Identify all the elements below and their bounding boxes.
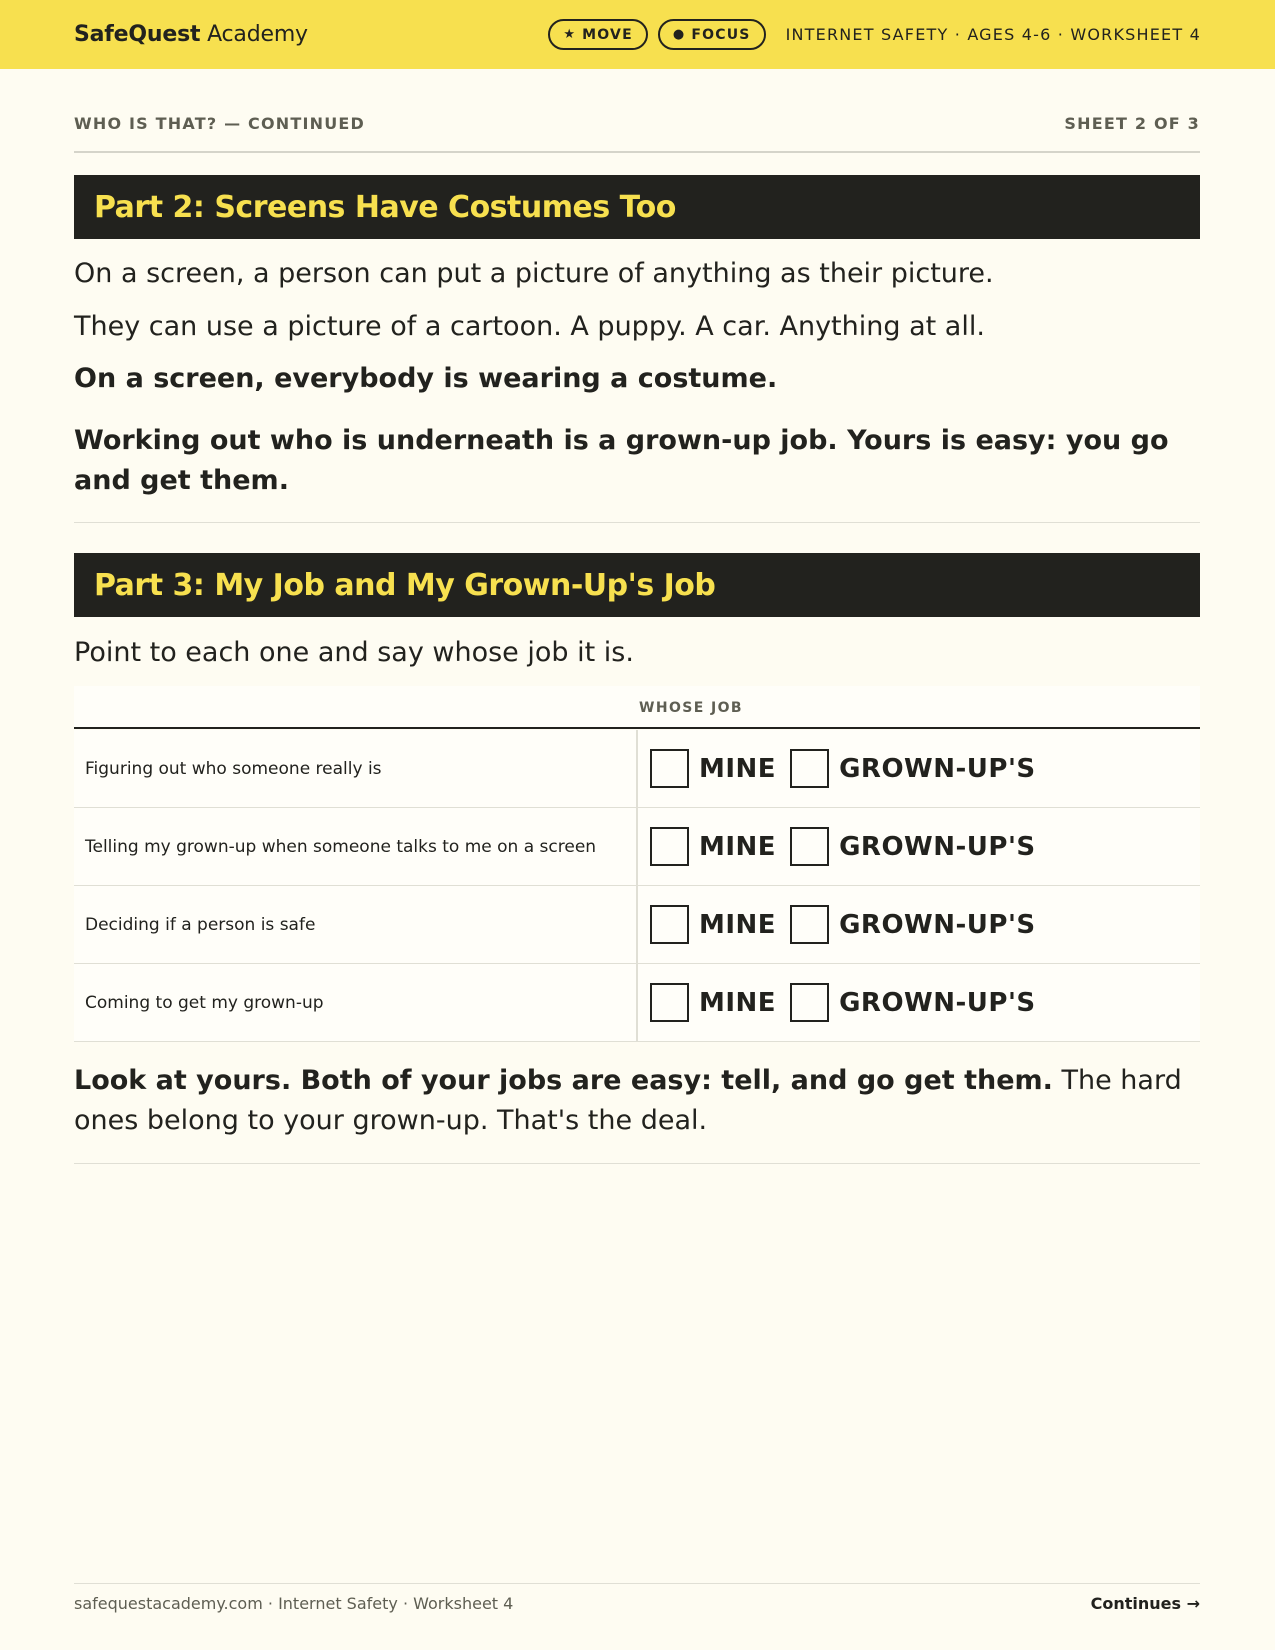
- grownup-label: GROWN-UP'S: [839, 831, 1036, 862]
- task-label: Coming to get my grown-up: [74, 964, 638, 1041]
- sheet-number: SHEET 2 OF 3: [1064, 114, 1200, 133]
- table-row: [74, 730, 1200, 808]
- focus-pill: [658, 19, 766, 50]
- mine-checkbox[interactable]: [650, 983, 689, 1022]
- task-label: Deciding if a person is safe: [74, 886, 638, 963]
- mine-checkbox[interactable]: [650, 749, 689, 788]
- footer-site-info: safequestacademy.com · Internet Safety · Worksheet 4: [74, 1594, 514, 1613]
- part2-divider: [74, 522, 1200, 523]
- table-row: [74, 964, 1200, 1042]
- part2-paragraph-1: On a screen, a person can put a picture of anything as their picture.: [74, 258, 994, 289]
- mine-label: MINE: [699, 753, 777, 784]
- job-table-header: [74, 686, 1200, 729]
- subheader-divider: [74, 151, 1200, 153]
- task-label: Telling my grown-up when someone talks to me on a screen: [74, 808, 638, 885]
- part2-paragraph-2: They can use a picture of a cartoon. A puppy. A car. Anything at all.: [74, 311, 985, 342]
- table-row: [74, 808, 1200, 886]
- choice-cell: [640, 886, 1036, 963]
- grownup-label: GROWN-UP'S: [839, 987, 1036, 1018]
- choice-cell: [640, 808, 1036, 885]
- mine-label: MINE: [699, 831, 777, 862]
- part3-closing: [74, 1061, 1200, 1141]
- part2-paragraph-4: Working out who is underneath is a grown-up job. Yours is easy: you go and get them.: [74, 425, 1169, 496]
- brand-name-bold: SafeQuest: [74, 22, 201, 47]
- mine-label: MINE: [699, 909, 777, 940]
- mine-checkbox[interactable]: [650, 827, 689, 866]
- grownup-checkbox[interactable]: [790, 749, 829, 788]
- grownup-label: GROWN-UP'S: [839, 753, 1036, 784]
- mine-checkbox[interactable]: [650, 905, 689, 944]
- header-meta: [548, 19, 1201, 50]
- page-footer: [74, 1594, 1200, 1613]
- task-label: Figuring out who someone really is: [74, 730, 638, 807]
- focus-pill-label: FOCUS: [691, 26, 751, 43]
- part3-title: Part 3: My Job and My Grown-Up's Job: [74, 553, 1200, 617]
- move-pill-label: MOVE: [582, 26, 633, 43]
- subheader: [74, 114, 1200, 133]
- mine-label: MINE: [699, 987, 777, 1018]
- table-row: [74, 886, 1200, 964]
- choice-cell: [640, 730, 1036, 807]
- part2-title: Part 2: Screens Have Costumes Too: [74, 175, 1200, 239]
- grownup-label: GROWN-UP'S: [839, 909, 1036, 940]
- part3-instruction: Point to each one and say whose job it is.: [74, 637, 634, 668]
- breadcrumb: INTERNET SAFETY · AGES 4-6 · WORKSHEET 4: [785, 25, 1201, 44]
- star-icon: ★: [563, 27, 577, 42]
- brand-name-regular: Academy: [207, 22, 308, 47]
- choice-cell: [640, 964, 1036, 1041]
- part3-divider: [74, 1163, 1200, 1164]
- top-banner: [0, 0, 1275, 69]
- grownup-checkbox[interactable]: [790, 827, 829, 866]
- grownup-checkbox[interactable]: [790, 983, 829, 1022]
- continues-label: Continues →: [1090, 1594, 1200, 1613]
- grownup-checkbox[interactable]: [790, 905, 829, 944]
- closing-bold-text: Look at yours. Both of your jobs are easy: tell, and go get them.: [74, 1065, 1053, 1096]
- part2-paragraph-3: On a screen, everybody is wearing a costume.: [74, 363, 778, 394]
- footer-divider: [74, 1583, 1200, 1584]
- worksheet-subtitle: WHO IS THAT? — CONTINUED: [74, 114, 366, 133]
- dot-icon: ●: [672, 27, 686, 42]
- closing-regular-text: The hard ones belong to your grown-up. That's the deal.: [74, 1065, 1182, 1136]
- brand-logo: [74, 22, 308, 47]
- whose-job-column-header: WHOSE JOB: [639, 700, 743, 716]
- move-pill: [548, 19, 648, 50]
